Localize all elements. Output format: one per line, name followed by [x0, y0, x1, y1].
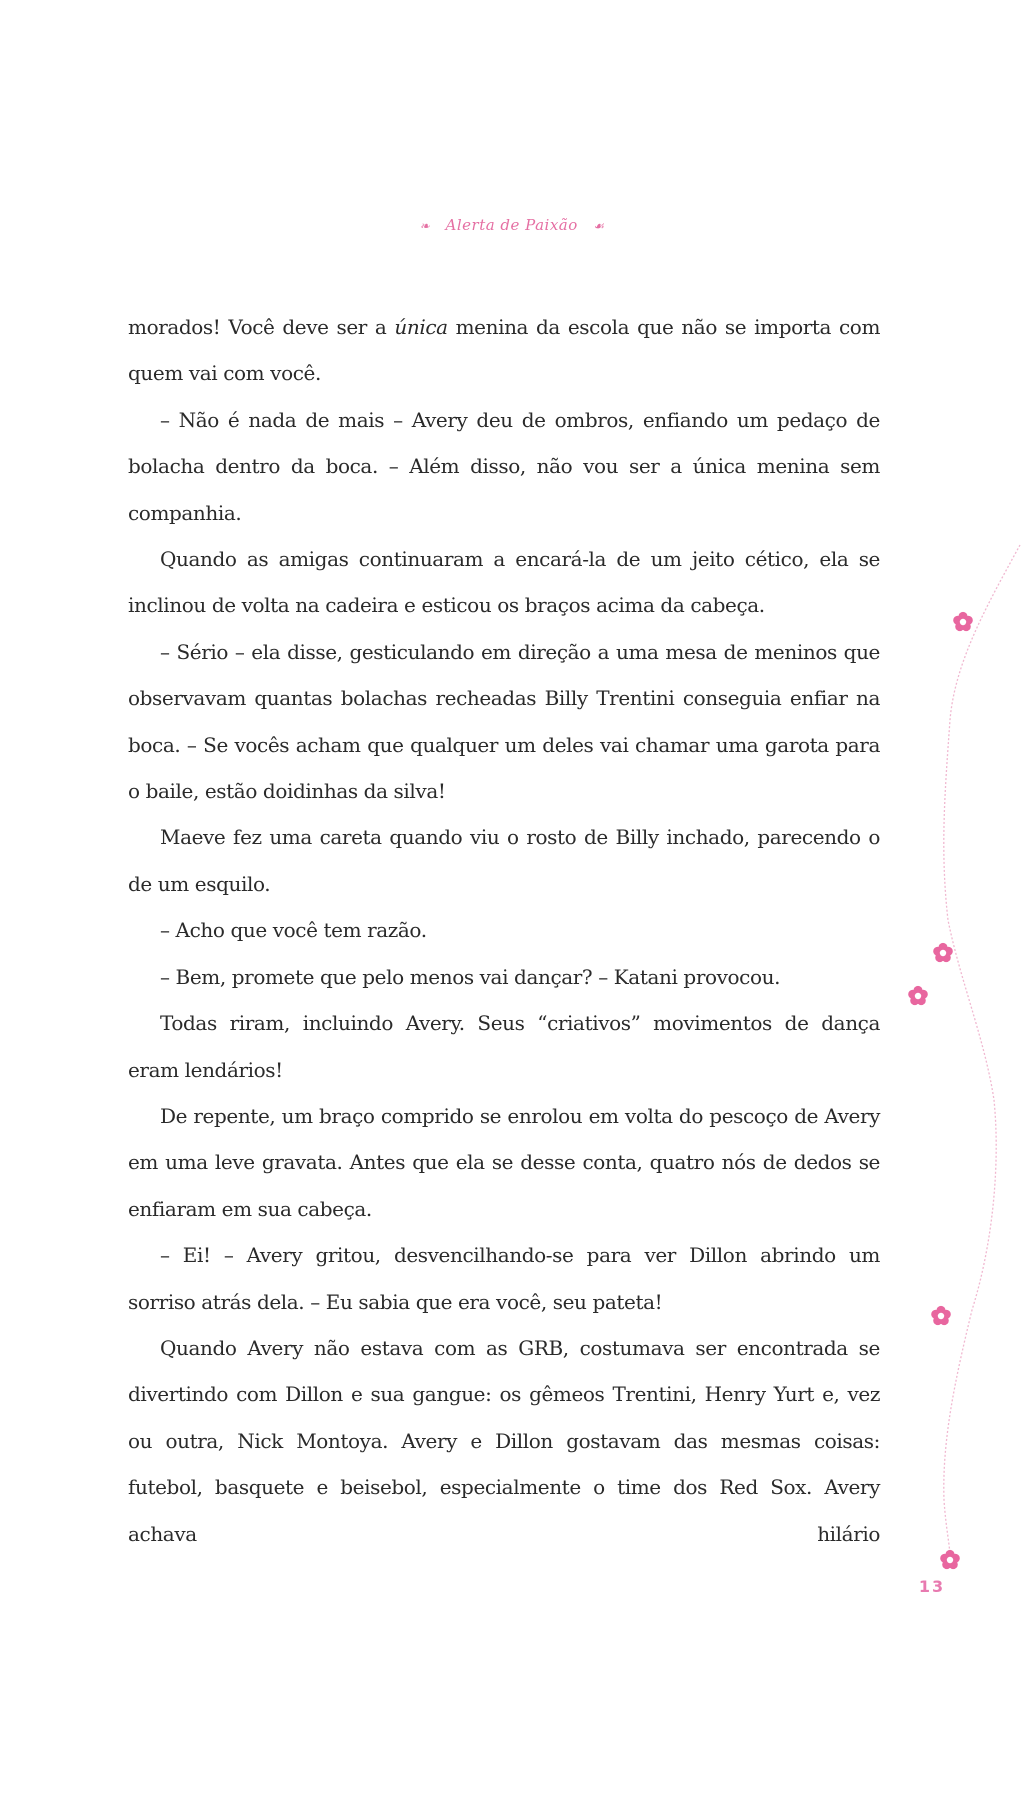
body-text: [128, 304, 880, 1557]
paragraph-3: Quando as amigas continuaram a encará-la de um jeito cético, ela se inclinou de volta na cadeira e esticou os braços acima da cabeça.: [128, 547, 880, 618]
emphasis-text: única: [394, 315, 448, 339]
flower-icon: [933, 943, 953, 962]
flower-icon: [940, 1550, 960, 1569]
paragraph-7: – Bem, promete que pelo menos vai dançar? – Katani provocou.: [160, 964, 781, 989]
paragraph-text: morados! Você deve ser a: [128, 315, 395, 339]
right-ornament-icon: ☙: [593, 219, 605, 233]
paragraph-8: Todas riram, incluindo Avery. Seus “criativos” movimentos de dança eram lendários!: [128, 1011, 880, 1082]
running-header: [0, 216, 1024, 234]
flower-icon: [908, 986, 928, 1005]
paragraph-11: Quando Avery não estava com as GRB, costumava ser encontrada se divertindo com Dillon e sua gangue: os gêmeos Trentini, Henry Yurt e, vez ou outra, Nick Montoya. Avery e Dillon gostavam das mesmas coisas: futebol, basquete e beisebol, especialmente o time dos Red Sox. Avery achava hilário: [128, 1335, 880, 1546]
paragraph-2: – Não é nada de mais – Avery deu de ombros, enfiando um pedaço de bolacha dentro da boca. – Além disso, não vou ser a única menina sem companhia.: [128, 407, 880, 525]
flower-icon: [931, 1306, 951, 1325]
paragraph-text: menina da escola que não se importa com quem vai com você.: [128, 315, 881, 386]
left-ornament-icon: ❧: [419, 219, 431, 233]
page-number: 13: [918, 1577, 946, 1596]
vine-stem: [944, 545, 1020, 1558]
paragraph-1: [128, 304, 880, 397]
book-title: Alerta de Paixão: [445, 216, 578, 234]
paragraph-5: Maeve fez uma careta quando viu o rosto de Billy inchado, parecendo o de um esquilo.: [128, 825, 880, 896]
paragraph-6: – Acho que você tem razão.: [160, 918, 427, 943]
flower-icon: [953, 612, 973, 631]
paragraph-10: – Ei! – Avery gritou, desvencilhando-se para ver Dillon abrindo um sorriso atrás dela. – Eu sabia que era você, seu pateta!: [128, 1243, 880, 1314]
paragraph-4: – Sério – ela disse, gesticulando em direção a uma mesa de meninos que observavam quantas bolachas recheadas Billy Trentini conseguia enfiar na boca. – Se vocês acham que qualquer um deles vai chamar uma garota para o baile, estão doidinhas da silva!: [128, 639, 880, 804]
paragraph-9: De repente, um braço comprido se enrolou em volta do pescoço de Avery em uma leve gravata. Antes que ela se desse conta, quatro nós de dedos se enfiaram em sua cabeça.: [128, 1103, 880, 1221]
